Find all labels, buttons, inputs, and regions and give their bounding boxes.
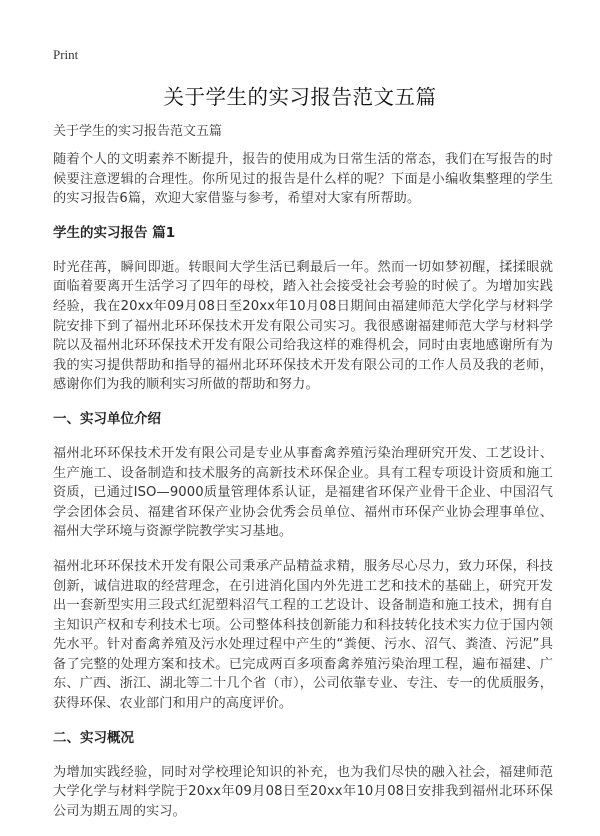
paragraph: 福州北环环保技术开发有限公司是专业从事畜禽养殖污染治理研究开发、工艺设计、生产施工、设备制造和技术服务的高新技术环保企业。具有工程专项设计资质和施工资质，已通过ISO—9000质量管理体系认证，是福建省环保产业骨干企业、中国沼气学会团体会员、福建省环保产业协会优秀会员单位、福州市环保产业协会理事单位、福州大学环境与资源学院教学实习基地。	[53, 445, 553, 540]
section-heading-company-intro: 一、实习单位介绍	[53, 410, 161, 427]
document-body	[53, 150, 553, 836]
intro-paragraph: 随着个人的文明素养不断提升，报告的使用成为日常生活的常态，我们在写报告的时候要注意逻辑的合理性。你所见过的报告是什么样的呢？下面是小编收集整理的学生的实习报告6篇，欢迎大家借鉴与参考，希望对大家有所帮助。	[53, 152, 553, 207]
section-heading-internship-overview: 二、实习概况	[53, 729, 134, 746]
paragraph: 福州北环环保技术开发有限公司秉承产品精益求精，服务尽心尽力，致力环保，科技创新，诚信进取的经营理念，在引进消化国内外先进工艺和技术的基础上，研究开发出一套新型实用三段式红泥塑料沼气工程的工艺设计、设备制造和施工技术，拥有自主知识产权和专利技术七项。公司整体科技创新能力和科技转化技术实力位于国内领先水平。针对畜禽养殖及污水处理过程中产生的“粪便、污水、沼气、粪渣、污泥”具备了完整的处理方案和技术。已完成两百多项畜禽养殖污染治理工程，遍布福建、广东、广西、浙江、湖北等二十几个省（市），公司依靠专业、专注、专一的优质服务，获得环保、农业部门和用户的高度评价。	[53, 558, 553, 712]
document-subtitle: 关于学生的实习报告范文五篇	[53, 124, 223, 139]
print-label[interactable]: Print	[53, 47, 79, 62]
paragraph: 时光荏苒，瞬间即逝。转眼间大学生活已剩最后一年。然而一切如梦初醒，揉揉眼就面临着要离开生活学习了四年的母校，踏入社会接受社会考验的时候了。为增加实践经验，我在20xx年09月08日至20xx年10月08日期间由福建师范大学化学与材料学院安排下到了福州北环环保技术开发有限公司实习。我很感谢福建师范大学与材料学院以及福州北环环保技术开发有限公司给我这样的难得机会，同时由衷地感谢所有为我的实习提供帮助和指导的福州北环环保技术开发有限公司的工作人员及我的老师，感谢你们为我的顺利实习所做的帮助和努力。	[53, 259, 553, 393]
page-title: 关于学生的实习报告范文五篇	[163, 85, 437, 109]
paragraph: 为增加实践经验，同时对学校理论知识的补充，也为我们尽快的融入社会，福建师范大学化学与材料学院于20xx年09月08日至20xx年10月08日安排我到福州北环环保公司为期五周的实习。	[53, 764, 553, 819]
section-heading-report-1: 学生的实习报告 篇1	[53, 224, 176, 241]
